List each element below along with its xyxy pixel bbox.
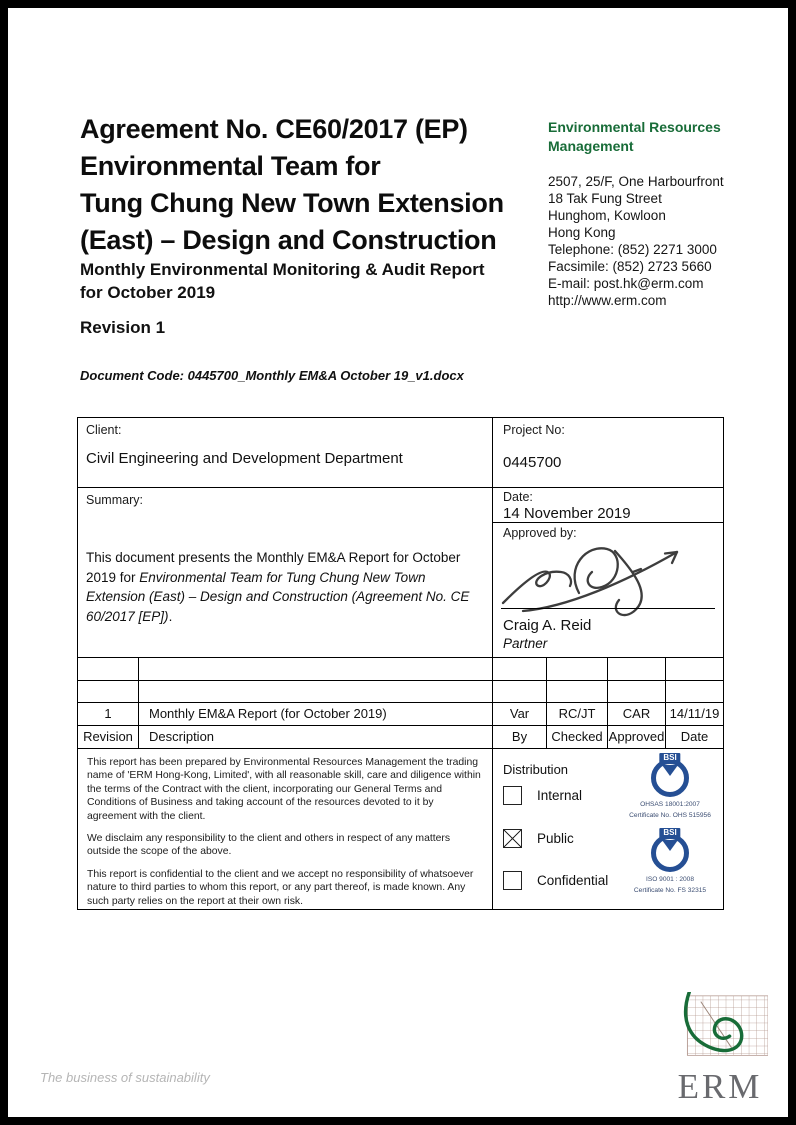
erm-logo-text: ERM (677, 1067, 763, 1106)
tagline: The business of sustainability (40, 1070, 210, 1085)
client-value: Civil Engineering and Development Department (86, 450, 403, 467)
distribution-cell (493, 749, 723, 909)
signature-rule (501, 608, 715, 609)
revision-by: Var (493, 703, 547, 725)
cert-number: Certificate No. FS 32315 (633, 886, 707, 894)
cert-standard: OHSAS 18001:2007 (640, 801, 700, 808)
date-col-header: Date (680, 729, 709, 744)
date-value: 14 November 2019 (503, 505, 631, 522)
disclaimer-distribution-row (78, 749, 723, 909)
bsi-logo-icon: BSI (648, 830, 692, 874)
approved-by-label: Approved by: (503, 526, 577, 540)
company-name: Environmental Resources Management (548, 119, 721, 154)
revision-col-header: Revision (78, 726, 139, 748)
fax-line: Facsimile: (852) 2723 5660 (548, 259, 712, 274)
summary-row (78, 488, 723, 658)
summary-text: This document presents the Monthly EM&A Report for October 2019 for Environmental Team for Tung Chung New Town Extension (East) – Design and Construction (Agreement No. CE 60/2017 [EP]). (86, 550, 470, 624)
revision-empty-row (78, 658, 723, 681)
approved-by-cell (493, 523, 723, 657)
revision-date: 14/11/19 (669, 706, 720, 721)
public-label: Public (537, 831, 574, 846)
description-col-header: Description (139, 726, 493, 748)
erm-spiral-icon (672, 992, 768, 1064)
cert-standard: ISO 9001 : 2008 (645, 876, 695, 883)
project-label: Project No: (503, 423, 565, 437)
certification-logos (621, 755, 719, 905)
address-line: 18 Tak Fung Street (548, 191, 662, 206)
phone-line: Telephone: (852) 2271 3000 (548, 242, 717, 257)
address-line: Hong Kong (548, 225, 616, 240)
date-cell (493, 488, 723, 523)
confidential-checkbox[interactable] (503, 871, 522, 890)
revision-entry-row (78, 703, 723, 726)
erm-logo (668, 992, 772, 1105)
email-line: E-mail: post.hk@erm.com (548, 276, 704, 291)
revision-checked: RC/JT (547, 703, 608, 725)
distribution-option-internal (503, 786, 582, 805)
summary-italic: Environmental Team for Tung Chung New Town Extension (East) – Design and Construction (Agreement No. CE 60/2017 [EP]) (86, 569, 470, 624)
approval-cell (493, 488, 723, 657)
project-number: 0445700 (503, 454, 562, 471)
bsi-logo-icon: BSI (648, 755, 692, 799)
approver-name: Craig A. Reid (503, 617, 592, 634)
client-row (78, 418, 723, 488)
disclaimer-paragraph: We disclaim any responsibility to the client and others in respect of any matters outside the scope of the above. (87, 833, 451, 858)
internal-checkbox[interactable] (503, 786, 522, 805)
title-line: Environmental Team for (80, 151, 381, 181)
iso-certification (621, 830, 719, 899)
confidential-label: Confidential (537, 873, 609, 888)
cert-number: Certificate No. OHS 515956 (629, 811, 711, 819)
date-label: Date: (503, 490, 533, 504)
summary-label: Summary: (86, 493, 143, 507)
disclaimer-paragraph: This report has been prepared by Environmental Resources Management the trading name of 'ERM Hong-Kong, Limited', with all reasonable skill, care and diligence within the terms of the Contract with the client, incorporating our General Terms and Conditions of Business and taking account of the resources devoted to it by agreement with the client. (87, 757, 481, 822)
revision-header-row (78, 726, 723, 749)
revision-label: Revision 1 (80, 318, 166, 337)
revision-number: 1 (78, 703, 139, 725)
client-label: Client: (86, 423, 122, 437)
disclaimer-cell (78, 749, 493, 909)
approved-col-header: Approved (608, 726, 666, 748)
document-title (80, 111, 560, 259)
address-line: Hunghom, Kowloon (548, 208, 666, 223)
ohsas-certification (621, 755, 719, 824)
approver-block (503, 616, 591, 652)
by-col-header: By (493, 726, 547, 748)
internal-label: Internal (537, 788, 583, 803)
checked-col-header: Checked (547, 726, 608, 748)
address-line: 2507, 25/F, One Harbourfront (548, 174, 724, 189)
distribution-option-confidential (503, 871, 608, 890)
document-code: Document Code: 0445700_Monthly EM&A October 19_v1.docx (80, 368, 464, 383)
title-line: Agreement No. CE60/2017 (EP) (80, 114, 468, 144)
revision-approved: CAR (608, 703, 666, 725)
summary-cell (78, 488, 493, 657)
distribution-label: Distribution (503, 762, 569, 777)
website-line: http://www.erm.com (548, 293, 667, 308)
project-cell (493, 418, 723, 487)
title-line: Tung Chung New Town Extension (80, 188, 504, 218)
disclaimer-paragraph: This report is confidential to the client and we accept no responsibility of whatsoever nature to third parties to whom this report, or any part thereof, is made known. Any such party relies on the report at their own risk. (87, 868, 474, 907)
title-line: (East) – Design and Construction (80, 225, 497, 255)
revision-description: Monthly EM&A Report (for October 2019) (139, 703, 493, 725)
approver-title: Partner (503, 636, 548, 651)
public-checkbox[interactable] (503, 829, 522, 848)
client-cell (78, 418, 493, 487)
signature (495, 539, 721, 625)
document-subtitle: Monthly Environmental Monitoring & Audit Report for October 2019 (80, 260, 485, 302)
revision-empty-row (78, 681, 723, 703)
document-info-table (77, 417, 724, 910)
distribution-option-public (503, 829, 574, 848)
company-contact-block (548, 118, 753, 309)
